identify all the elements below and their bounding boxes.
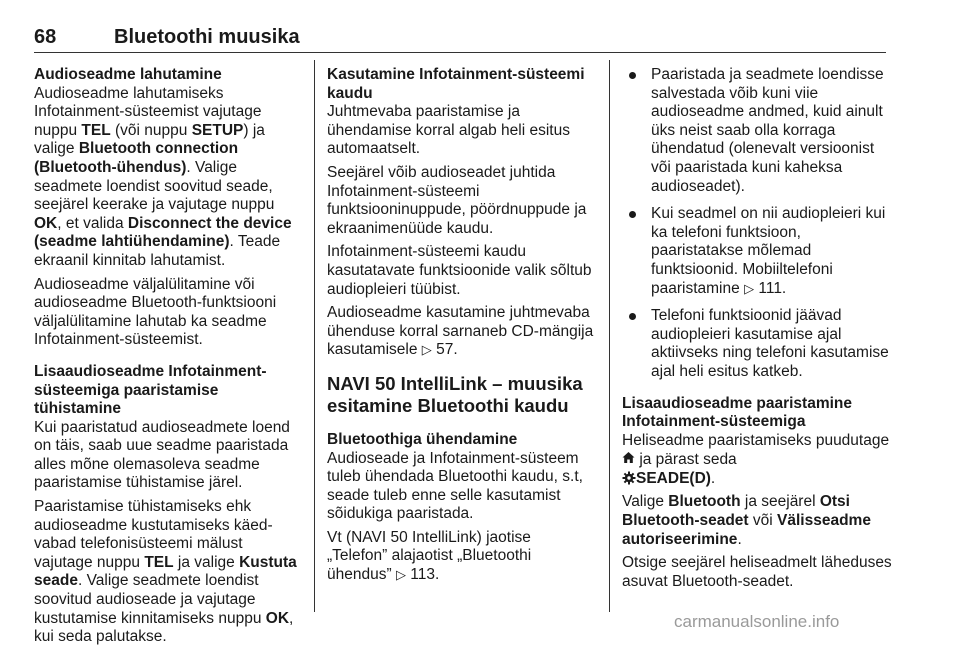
section-title-unpair: Lisaaudioseadme Infotainment-süsteemiga paaristamise tühistamine (34, 362, 267, 418)
paragraph-functions: Infotainment-süsteemi kaudu kasutatavate funktsioonide valik sõltub audiopleieri tüübist. (327, 243, 592, 298)
section-title-operation: Kasutamine Infotainment-süsteemi kaudu (327, 66, 585, 102)
gear-icon (622, 470, 636, 487)
section-title-disconnect: Audioseadme lahutamine (34, 66, 222, 83)
watermark: carmanualsonline.info (674, 612, 840, 631)
section-title-bt-connect: Bluetoothiga ühendamine (327, 430, 518, 448)
page-title: Bluetoothi muusika (114, 26, 300, 48)
home-icon (622, 450, 635, 469)
column-divider-1 (314, 60, 315, 612)
paragraph-switch-off: Audioseadme väljalülitamine või audioseadme Bluetooth-funktsiooni väljalülitamine lahutab ka seadme Infotainment-süsteemist. (34, 275, 277, 349)
section-heading-navi50: NAVI 50 IntelliLink – muusika esitamine Bluetoothi kaudu (327, 372, 583, 416)
page-ref-arrow-icon: ▷ (744, 280, 755, 296)
paragraph-control: Seejärel võib audioseadet juhtida Infotainment-süsteemi funktsiooninuppude, pöördnuppude ja ekraanimenüüde kaudu. (327, 163, 587, 237)
list-item: Telefoni funktsioonid jäävad audiopleieri kasutamise ajal aktiivseks ning telefoni kasutamise ajal heli esitus katkeb. (622, 307, 892, 381)
settings-button-label: SEADE(D) (636, 469, 711, 487)
paragraph-search-device: Otsige seejärel heliseadmelt läheduses asuvat Bluetooth-seadet. (622, 554, 892, 590)
page-ref-arrow-icon: ▷ (395, 567, 406, 583)
paragraph-cd-similar: Audioseadme kasutamine juhtmevaba ühenduse korral sarnaneb CD-mängija kasutamisele ▷ 57. (327, 304, 594, 359)
section-title-add-device: Lisaaudioseadme paaristamine Infotainment-süsteemiga (622, 394, 853, 431)
column-1 (34, 66, 302, 652)
page-ref-link[interactable]: 57. (436, 341, 458, 359)
paragraph-see-phone: Vt (NAVI 50 IntelliLink) jaotise „Telefon” alajaotist „Bluetoothi ühendus” ▷ 113. (327, 528, 532, 584)
paragraph-list-full: Kui paaristatud audioseadmete loend on täis, saab uue seadme paaristada alles mõne olemasoleva seadme paaristamise tühistamise järel. (34, 418, 290, 492)
bullet-list (622, 66, 892, 382)
list-item: Paaristada ja seadmete loendisse salvestada võib kuni viie audioseadme andmed, kuid ainult üks neist saab olla korraga ühendatud (olenevalt versioonist või paaristada kuni kaheksa audioseadet). (622, 66, 892, 196)
page-number: 68 (34, 26, 57, 48)
column-2 (327, 66, 595, 590)
paragraph-pairing-required: Audioseade ja Infotainment-süsteem tuleb ühendada Bluetoothi kaudu, s.t, seade tuleb enne selle kasutamist sõidukiga paaristada. (327, 449, 583, 523)
paragraph-touch-home: Heliseadme paaristamiseks puudutage ja pärast seda SEADE(D). (622, 431, 890, 487)
paragraph-disconnect: Audioseadme lahutamiseks Infotainment-süsteemist vajutage nuppu TEL (või nuppu SETUP) ja valige Bluetooth connection (Bluetooth-ühendus). Valige seadmete loendist soovitud seade, seejärel keerake ja vajutage nuppu OK, et valida Disconnect the device (seadme lahtiühendamine). Teade ekraanil kinnitab lahutamist. (34, 84, 292, 269)
page-ref-arrow-icon: ▷ (421, 342, 432, 358)
column-3 (622, 66, 892, 596)
page-ref-link[interactable]: 111. (758, 279, 787, 297)
page-ref-link[interactable]: 113. (410, 566, 440, 584)
paragraph-unpair-steps: Paaristamise tühistamiseks ehk audioseadme kustutamiseks käed-vabad telefonisüsteemi mälust vajutage nuppu TEL ja valige Kustuta seade. Valige seadmete loendist soovitud audioseade ja vajutage kustutamise kinnitamiseks nuppu OK, kui seda palutakse. (34, 498, 297, 646)
page-header (34, 22, 886, 53)
list-item: Kui seadmel on nii audiopleieri kui ka telefoni funktsioon, paaristatakse mõlemad funktsioonid. Mobiiltelefoni paaristamine ▷ 111. (622, 205, 892, 298)
paragraph-select-bluetooth: Valige Bluetooth ja seejärel Otsi Bluetooth-seadet või Välisseadme autoriseerimine. (622, 493, 871, 548)
column-divider-2 (609, 60, 610, 612)
paragraph-auto-play: Juhtmevaba paaristamise ja ühendamise korral algab heli esitus automaatselt. (327, 103, 570, 158)
